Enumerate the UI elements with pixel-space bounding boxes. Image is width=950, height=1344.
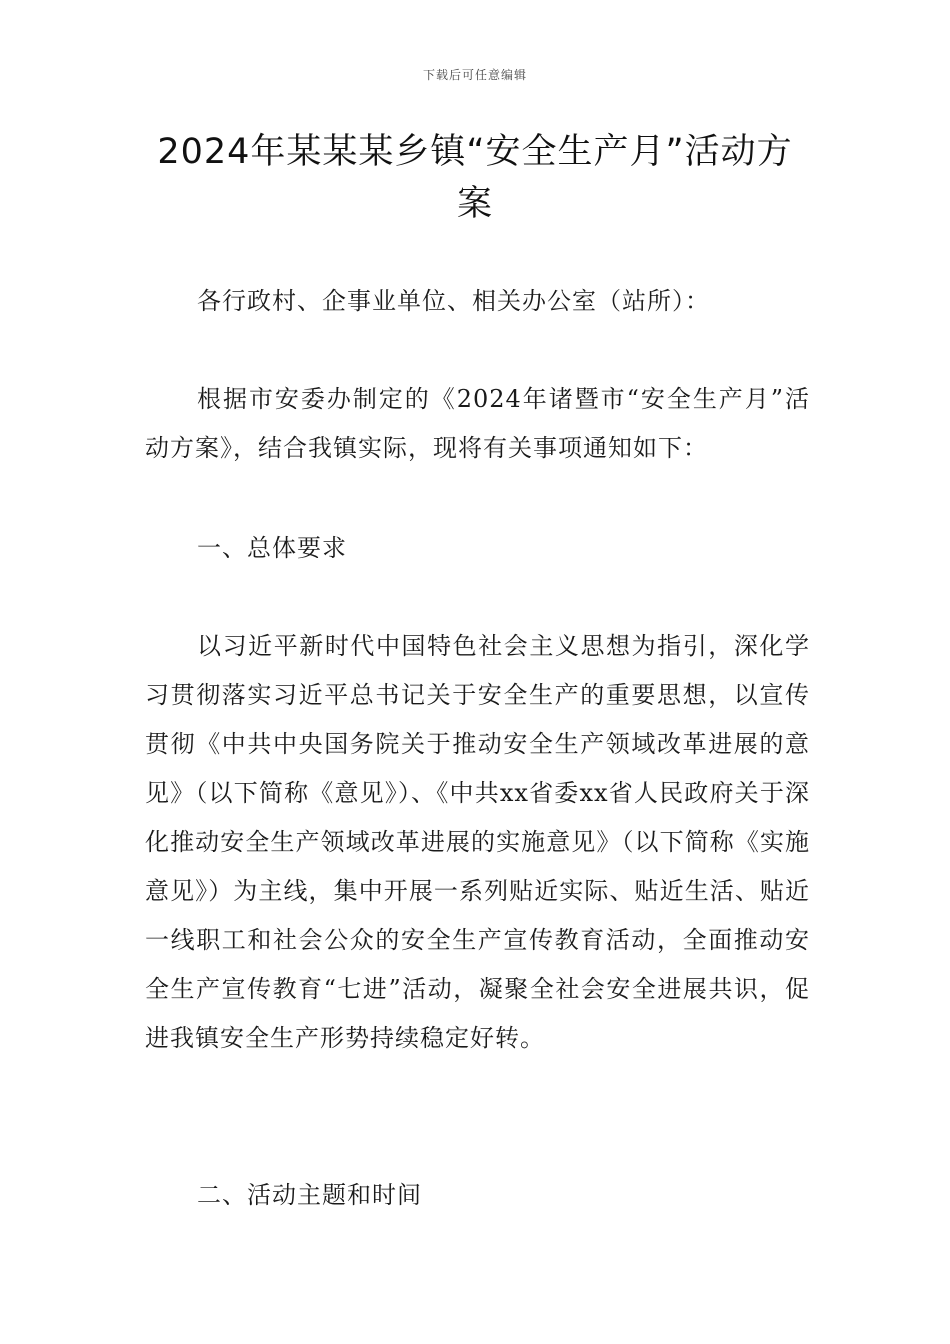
section-2-heading: 二、活动主题和时间 — [197, 1181, 422, 1209]
section-1-body: 以习近平新时代中国特色社会主义思想为指引，深化学习贯彻落实习近平总书记关于安全生产的重要思想，以宣传贯彻《中共中央国务院关于推动安全生产领域改革进展的意见》（以下简称《意见》）、《中共xx省委xx省人民政府关于深化推动安全生产领域改革进展的实施意见》（以下简称《实施意见》）为主线，集中开展一系列贴近实际、贴近生活、贴近一线职工和社会公众的安全生产宣传教育活动，全面推动安全生产宣传教育“七进”活动，凝聚全社会安全进展共识，促进我镇安全生产形势持续稳定好转。 — [145, 632, 810, 1052]
section-1-heading: 一、总体要求 — [197, 534, 347, 562]
salutation: 各行政村、企事业单位、相关办公室（站所）： — [197, 287, 710, 315]
intro-paragraph: 根据市安委办制定的《2024年诸暨市“安全生产月”活动方案》，结合我镇实际，现将有关事项通知如下： — [145, 385, 810, 462]
document-title: 2024年某某某乡镇“安全生产月”活动方案 — [157, 132, 793, 224]
header-note: 下载后可任意编辑 — [422, 68, 527, 82]
